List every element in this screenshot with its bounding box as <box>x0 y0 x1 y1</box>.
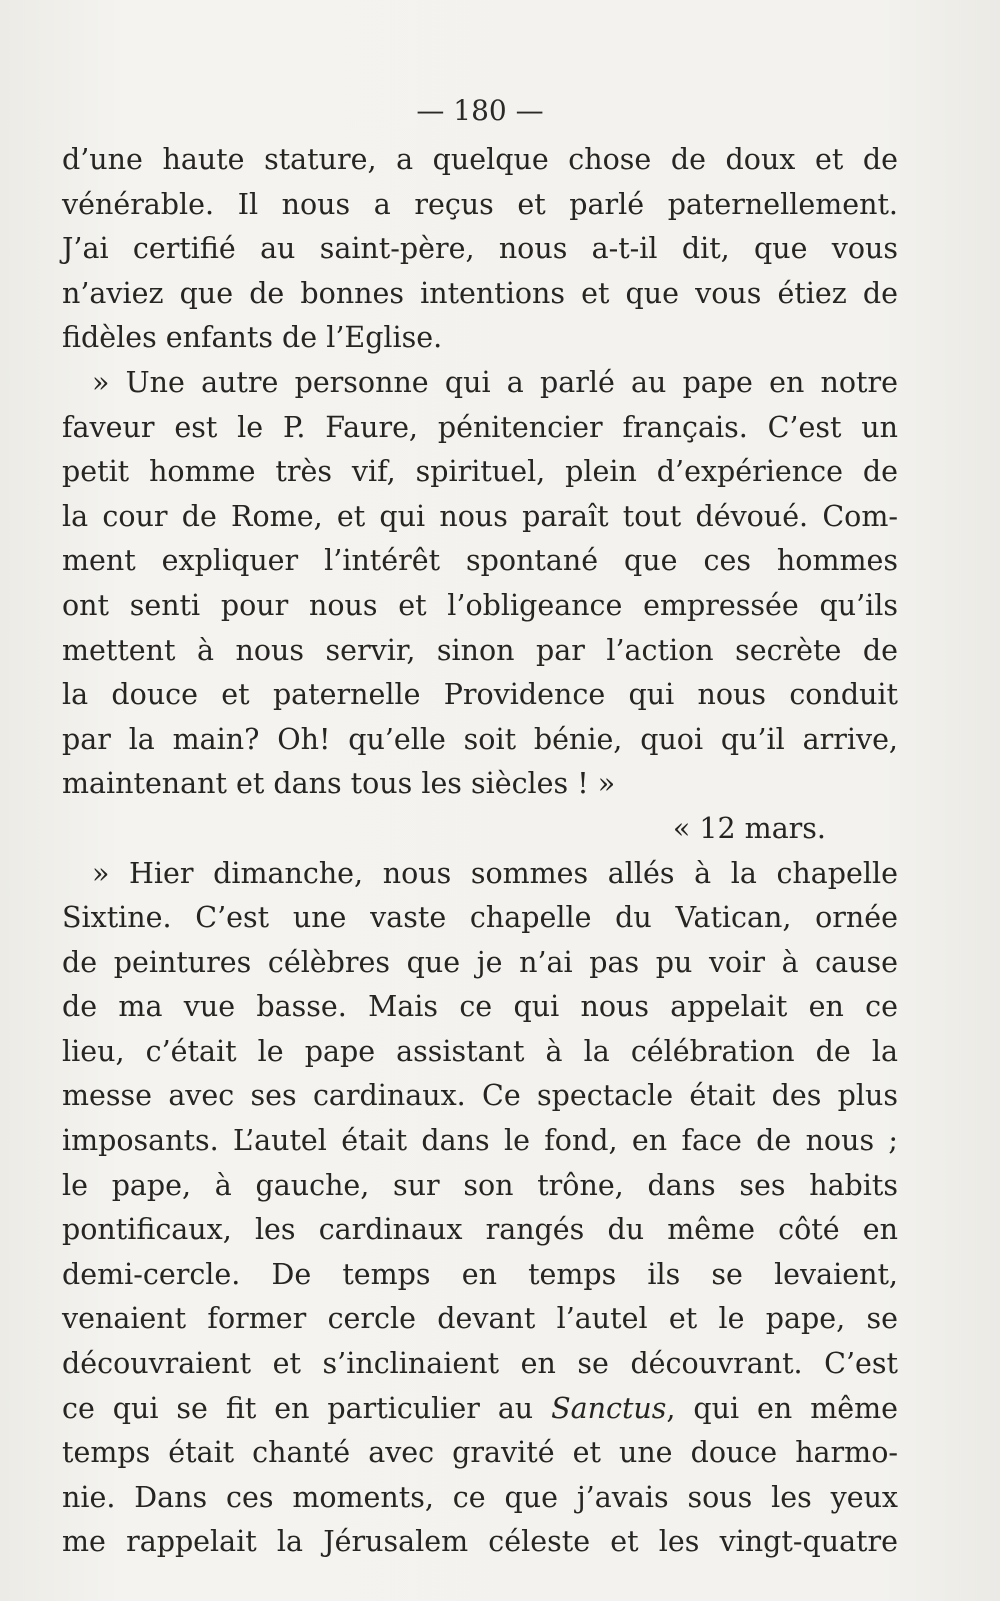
text-line: de peintures célèbres que je n’ai pas pu voir à cause <box>62 945 898 979</box>
text-line: ment expliquer l’intérêt spontané que ces hommes <box>62 544 898 578</box>
text-line: pontificaux, les cardinaux rangés du même côté en <box>62 1213 898 1247</box>
text-line: faveur est le P. Faure, pénitencier français. C’est un <box>62 410 898 444</box>
text-line: J’ai certifié au saint-père, nous a-t-il dit, que vous <box>62 232 898 266</box>
text-line: venaient former cercle devant l’autel et le pape, se <box>62 1302 898 1336</box>
text-fragment: ce qui se fit en particulier au <box>62 1391 552 1425</box>
text-line: le pape, à gauche, sur son trône, dans ses habits <box>62 1168 898 1202</box>
text-line: Sixtine. C’est une vaste chapelle du Vatican, ornée <box>62 901 898 935</box>
text-line: mettent à nous servir, sinon par l’action secrète de <box>62 633 898 667</box>
text-line: découvraient et s’inclinaient en se découvrant. C’est <box>62 1347 898 1381</box>
text-line: imposants. L’autel était dans le fond, en face de nous ; <box>62 1124 898 1158</box>
letter-date: « 12 mars. <box>672 811 826 845</box>
text-line: maintenant et dans tous les siècles ! » <box>62 767 616 801</box>
text-line: d’une haute stature, a quelque chose de doux et de <box>62 143 898 176</box>
text-line: demi-cercle. De temps en temps ils se levaient, <box>62 1257 898 1291</box>
text-line: par la main? Oh! qu’elle soit bénie, quoi qu’il arrive, <box>62 722 898 756</box>
text-line: » Une autre personne qui a parlé au pape en notre <box>92 365 898 399</box>
text-line: messe avec ses cardinaux. Ce spectacle était des plus <box>62 1079 898 1113</box>
text-line: la cour de Rome, et qui nous paraît tout dévoué. Com- <box>62 499 898 533</box>
text-line: la douce et paternelle Providence qui nous conduit <box>62 678 898 712</box>
text-line: temps était chanté avec gravité et une douce harmo- <box>62 1436 898 1470</box>
text-line: me rappelait la Jérusalem céleste et les vingt-quatre <box>62 1525 898 1559</box>
text-line: ont senti pour nous et l’obligeance empressée qu’ils <box>62 588 898 622</box>
text-line: » Hier dimanche, nous sommes allés à la chapelle <box>92 856 898 890</box>
text-line: petit homme très vif, spirituel, plein d’expérience de <box>62 455 898 489</box>
text-line: lieu, c’était le pape assistant à la célébration de la <box>62 1034 898 1068</box>
text-line: nie. Dans ces moments, ce que j’avais sous les yeux <box>62 1480 898 1514</box>
text-line: vénérable. Il nous a reçus et parlé paternellement. <box>62 187 898 221</box>
page-number: — 180 — <box>416 94 544 127</box>
text-line-with-italic <box>62 1387 898 1432</box>
text-fragment: , qui en même <box>666 1391 898 1425</box>
text-line: fidèles enfants de l’Eglise. <box>62 321 443 355</box>
text-line: de ma vue basse. Mais ce qui nous appelait en ce <box>62 990 898 1024</box>
body-text <box>62 138 898 1565</box>
text-line: n’aviez que de bonnes intentions et que vous étiez de <box>62 276 898 310</box>
italic-word: Sanctus <box>551 1391 667 1425</box>
